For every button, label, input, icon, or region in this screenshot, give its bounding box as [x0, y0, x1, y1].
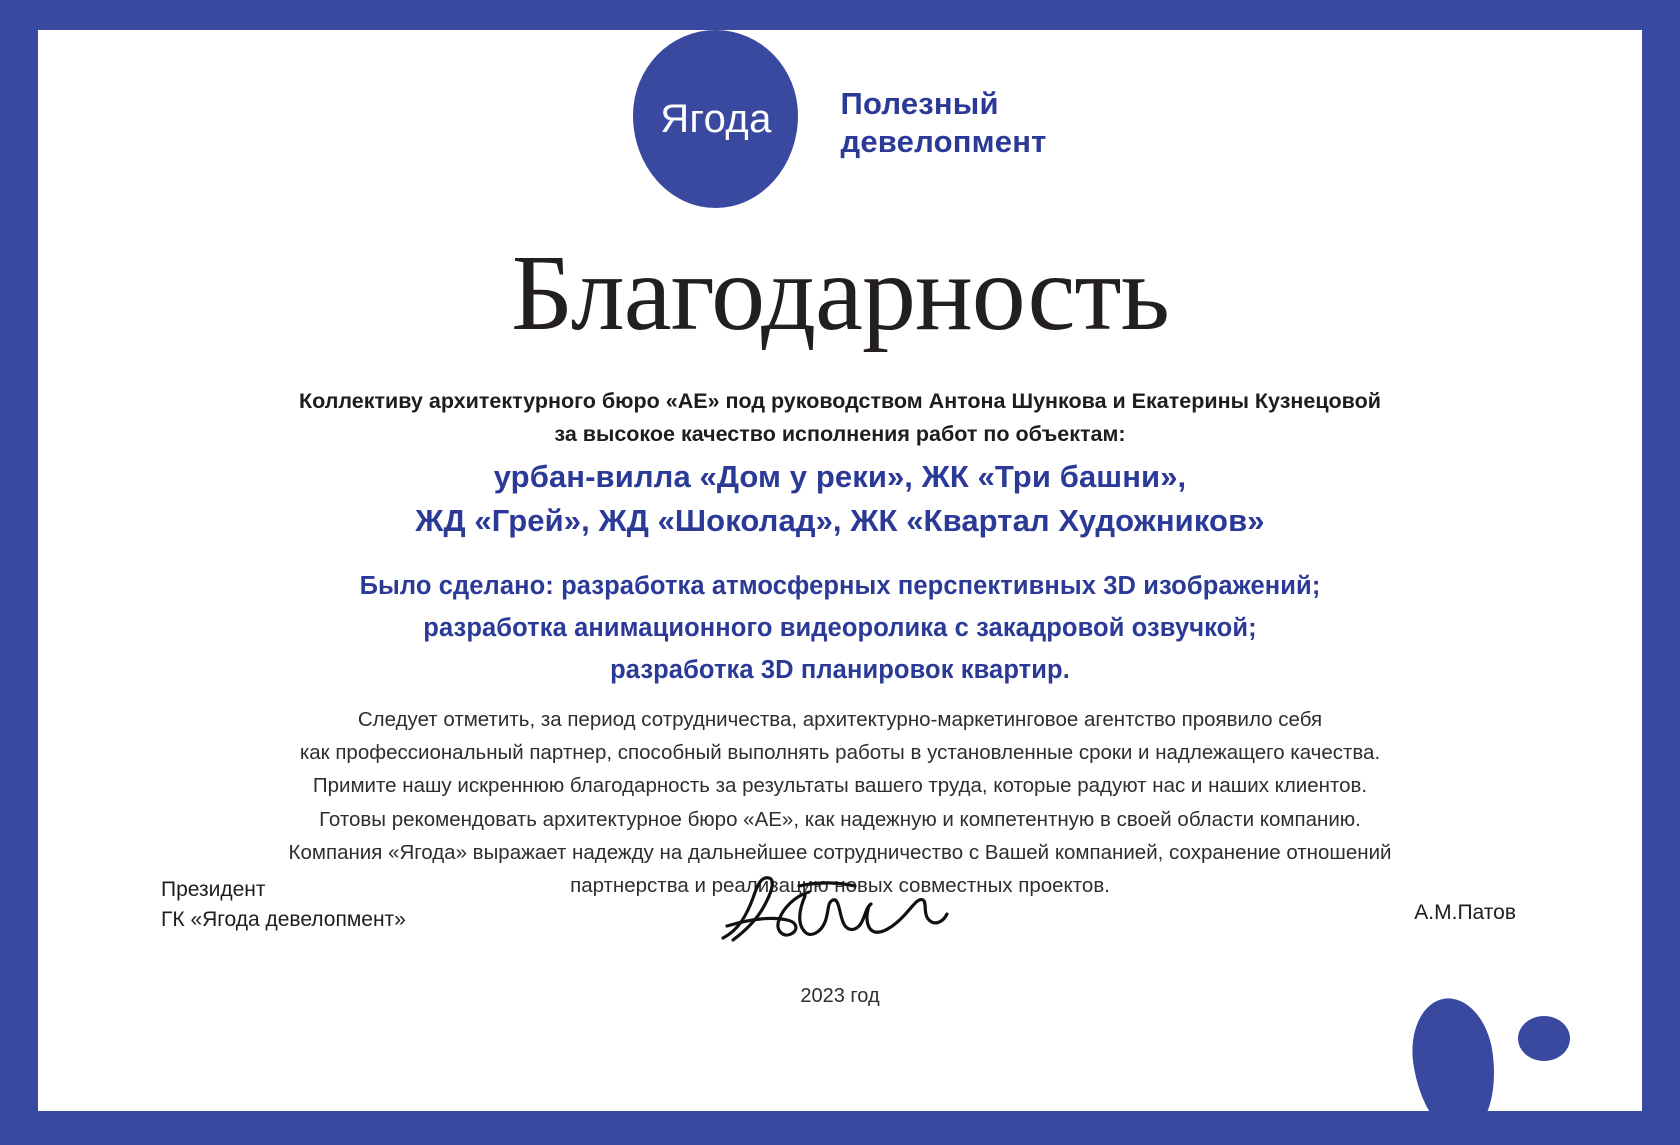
- page-title: Благодарность: [511, 234, 1169, 353]
- tagline-line-2: девелопмент: [840, 124, 1047, 159]
- scope-line-2: разработка анимационного видеоролика с закадровой озвучкой;: [423, 614, 1257, 643]
- decorative-blob-shape: [1405, 993, 1503, 1111]
- decorative-dot-shape: [1518, 1016, 1570, 1061]
- yagoda-logo-icon: [633, 30, 798, 208]
- scope-line-1: Было сделано: разработка атмосферных перспективных 3D изображений;: [359, 572, 1321, 600]
- body-line-5: Компания «Ягода» выражает надежду на дальнейшее сотрудничество с Вашей компанией, сохранение отношений: [288, 840, 1392, 864]
- signatory-role: [161, 875, 406, 936]
- scope-block: [38, 565, 1642, 691]
- issue-year: 2023 год: [800, 985, 880, 1007]
- project-line-1: урбан-вилла «Дом у реки», ЖК «Три башни»,: [493, 459, 1187, 494]
- brand-tagline: [840, 77, 1046, 161]
- certificate-header: [38, 30, 1642, 208]
- project-list: [38, 455, 1642, 543]
- signatory-role-line-2: ГК «Ягода девелопмент»: [161, 908, 406, 932]
- project-line-2: ЖД «Грей», ЖД «Шоколад», ЖК «Квартал Художников»: [415, 503, 1265, 539]
- body-line-3: Примите нашу искреннюю благодарность за результаты вашего труда, которые радуют нас и наших клиентов.: [312, 774, 1368, 798]
- intro-block: [38, 385, 1642, 452]
- intro-line-1: Коллективу архитектурного бюро «АЕ» под руководством Антона Шункова и Екатерины Кузнецовой: [299, 389, 1381, 413]
- body-line-2: как профессиональный партнер, способный выполнять работы в установленные сроки и надлежащего качества.: [299, 741, 1381, 765]
- intro-line-2: за высокое качество исполнения работ по объектам:: [554, 422, 1126, 447]
- handwritten-signature-icon: [713, 870, 953, 950]
- body-line-4: Готовы рекомендовать архитектурное бюро «АЕ», как надежную и компетентную в своей области компанию.: [319, 807, 1361, 831]
- logo-wordmark: Ягода: [660, 96, 772, 141]
- body-line-1: Следует отметить, за период сотрудничества, архитектурно-маркетинговое агентство проявило себя: [357, 708, 1323, 731]
- scope-line-3: разработка 3D планировок квартир.: [610, 656, 1070, 685]
- tagline-line-1: Полезный: [840, 86, 999, 122]
- body-line-6: партнерства и реализацию новых совместных проектов.: [570, 874, 1110, 898]
- certificate-paper: [38, 30, 1642, 1111]
- signatory-role-line-1: Президент: [161, 878, 266, 901]
- signatory-name: А.М.Патов: [1414, 901, 1516, 924]
